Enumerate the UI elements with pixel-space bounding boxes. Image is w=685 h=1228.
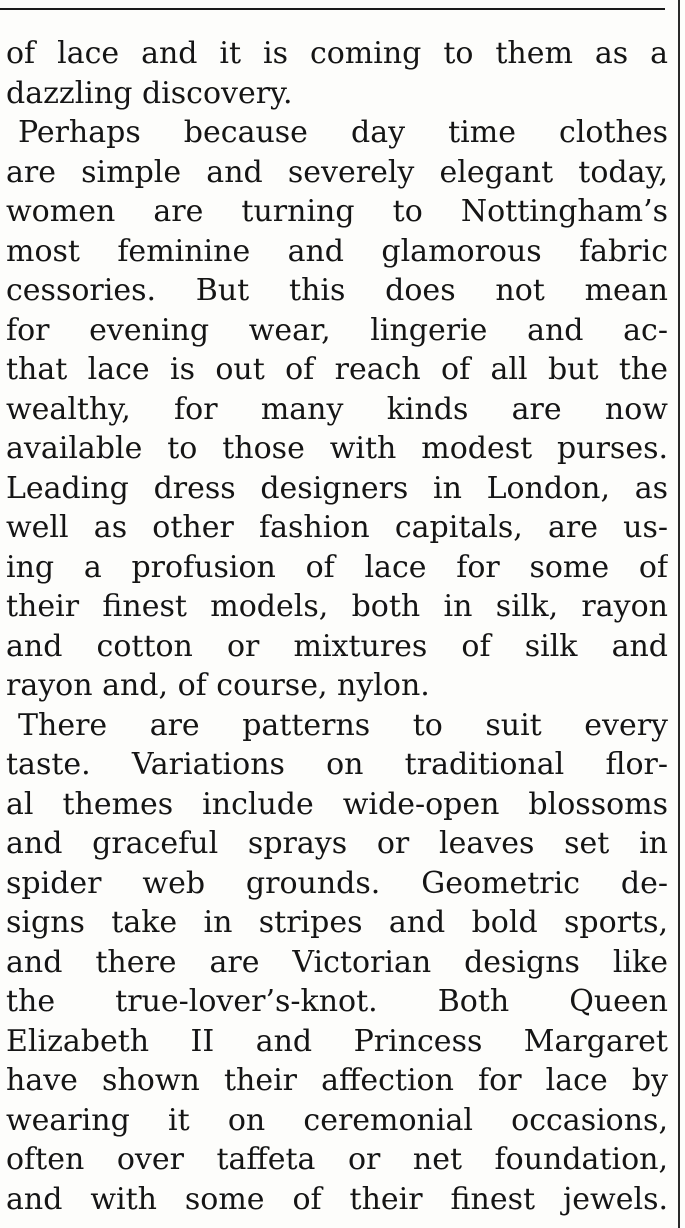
text-line: of lace and it is coming to them as a xyxy=(6,36,668,71)
text-line: Elizabeth II and Princess Margaret xyxy=(6,1023,668,1059)
text-line: well as other fashion capitals, are us- xyxy=(6,510,668,545)
text-line: often over taffeta or net foundation, xyxy=(6,1142,668,1177)
text-line: spider web grounds. Geometric de- xyxy=(6,865,668,901)
text-line: dazzling discovery. xyxy=(6,75,293,111)
article-paragraph xyxy=(6,113,668,706)
article-paragraph xyxy=(6,706,668,1220)
text-line: most feminine and glamorous fabric xyxy=(6,233,668,269)
text-line: their finest models, both in silk, rayon xyxy=(6,589,668,624)
text-line: and graceful sprays or leaves set in xyxy=(6,826,668,861)
text-line: taste. Variations on traditional flor- xyxy=(6,747,668,782)
text-line: and with some of their finest jewels. xyxy=(6,1181,668,1217)
text-line: women are turning to Nottingham’s xyxy=(6,194,668,229)
text-line: There are patterns to suit every xyxy=(18,707,668,743)
text-line: Leading dress designers in London, as xyxy=(6,470,668,506)
column-rule xyxy=(678,0,680,1228)
text-line: wealthy, for many kinds are now xyxy=(6,391,668,427)
text-line: available to those with modest purses. xyxy=(6,431,668,466)
top-rule xyxy=(0,8,665,10)
text-line: and cotton or mixtures of silk and xyxy=(6,628,668,664)
text-line: signs take in stripes and bold sports, xyxy=(6,905,668,940)
text-line: the true-lover’s-knot. Both Queen xyxy=(6,984,668,1019)
article-paragraph xyxy=(6,34,668,113)
text-line: are simple and severely elegant today, xyxy=(6,154,668,190)
text-line: al themes include wide-open blossoms xyxy=(6,786,668,822)
text-line: wearing it on ceremonial occasions, xyxy=(6,1102,668,1138)
text-line: cessories. But this does not mean xyxy=(6,273,668,308)
text-line: have shown their affection for lace by xyxy=(6,1063,668,1098)
article-column xyxy=(6,34,668,1219)
text-line: for evening wear, lingerie and ac- xyxy=(6,312,668,348)
text-line: Perhaps because day time clothes xyxy=(18,115,668,150)
text-line: and there are Victorian designs like xyxy=(6,944,668,980)
text-line: ing a profusion of lace for some of xyxy=(6,549,668,585)
text-line: that lace is out of reach of all but the xyxy=(6,352,668,387)
text-line: rayon and, of course, nylon. xyxy=(6,668,430,703)
